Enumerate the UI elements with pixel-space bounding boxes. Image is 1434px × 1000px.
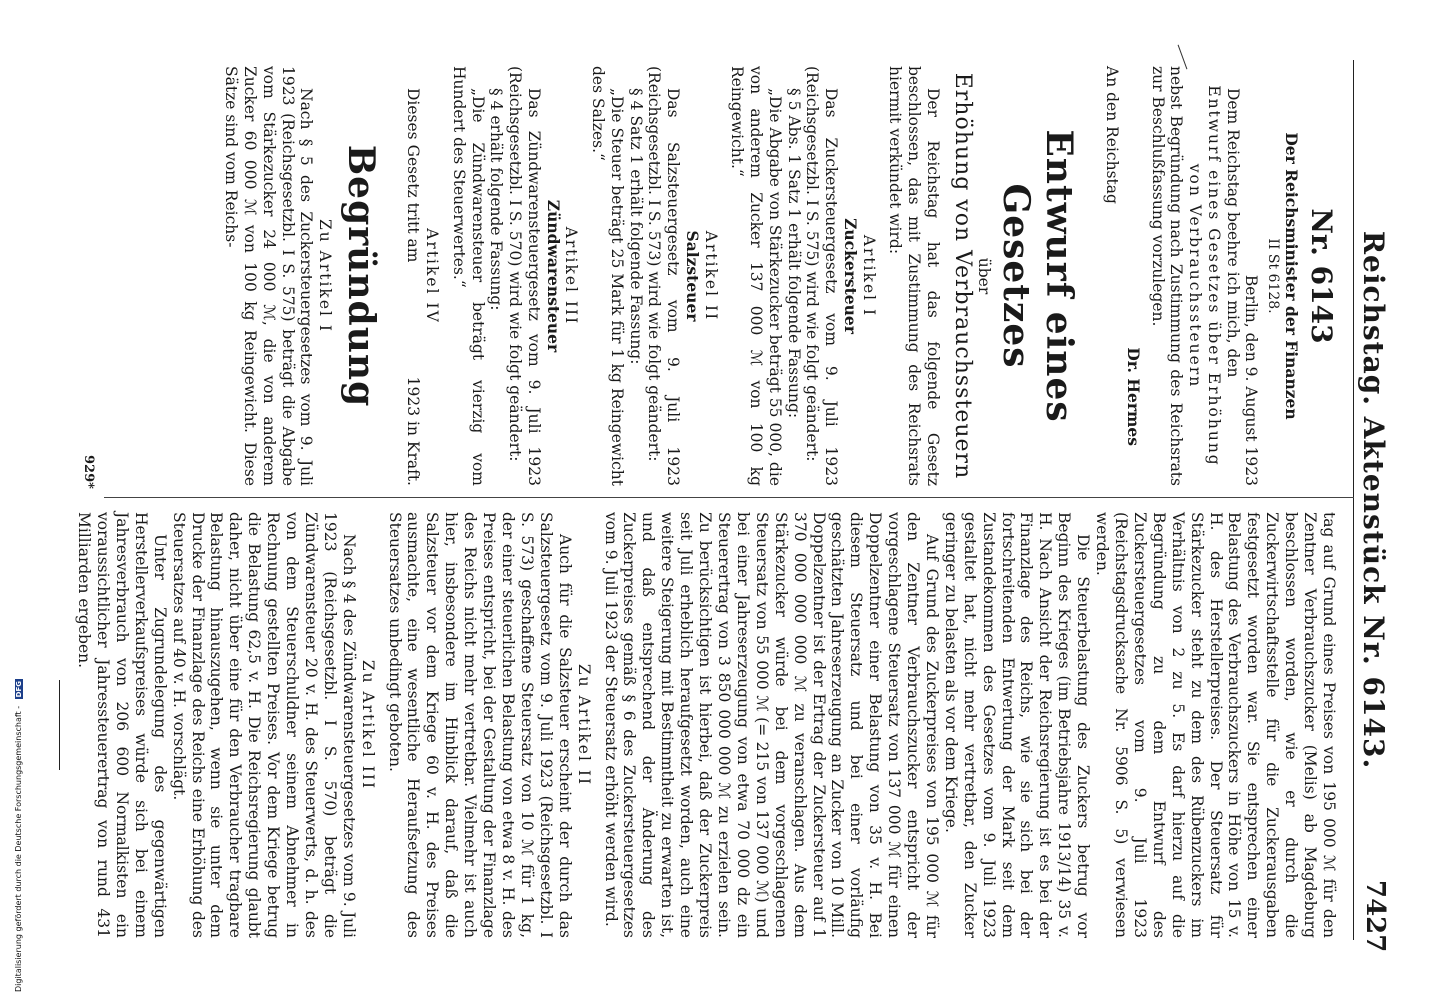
- column-divider: [104, 497, 1354, 498]
- end-rule: [59, 680, 60, 770]
- article-4-label: Artikel IV: [423, 228, 442, 324]
- addressee: An den Reichstag: [1103, 66, 1122, 204]
- left-column: [222, 66, 1338, 486]
- document-number: Nr. 6143: [1305, 208, 1338, 344]
- article-1-text: Das Zuckersteuergesetz vom 9. Juli 1923 (Reichsgesetzbl. I S. 575) wird wie folgt geändert:: [803, 66, 841, 486]
- zu-article-3-label: Zu Artikel III: [358, 659, 377, 791]
- dfg-logo: DFG: [15, 681, 23, 698]
- paragraph-4: Auch für die Salzsteuer erscheint der durch das Salzsteuergesetz vom 9. Juli 1923 (Reichsgesetzbl. I S. 573) geschaffene Steuersatz von 10 ℳ für 1 kg, der einer steuerlichen Belastung von etwa 8 v. H. des Preises entspricht, bei der Gestaltung der Finanzlage des Reichs nicht mehr vertretbar. Vielmehr ist auch hier, insbesondere im Hinblick darauf, daß die Salzsteuer vor dem Kriege 60 v. H. des Preises ausmachte, eine wesentliche Heraufsetzung des Steuersatzes unbedingt geboten.: [385, 512, 574, 938]
- draft-subject: Erhöhung von Verbrauchssteuern: [949, 72, 975, 480]
- article-1-para: § 5 Abs. 1 Satz 1 erhält folgende Fassung:: [784, 88, 803, 419]
- draft-title: Entwurf eines Gesetzes: [994, 129, 1081, 423]
- zu-article-1-label: Zu Artikel I: [316, 218, 335, 334]
- paragraph-2: Die Steuerbelastung des Zuckers betrug vor Beginn des Krieges (im Betriebsjahre 1913/14) 35 v. H. Nach Ansicht der Reichsregierung ist es bei der Finanzlage des Reichs, wie sie sich bei der fortschreitenden Entwertung der Mark seit dem Zustandekommen des Gesetzes vom 9. Juli 1923 gestaltet hat, nicht mehr vertretbar, den Zucker geringer zu belasten als vor dem Kriege.: [941, 512, 1093, 938]
- date-line: Berlin, den 9. August 1923: [1242, 274, 1261, 486]
- article-3-heading: Zündwarensteuer: [543, 199, 563, 353]
- paragraph-6: Unter Zugrundelegung des gegenwärtigen Herstellerverkaufspreises würde sich bei einem Jahresverbrauch von 206 600 Normalkisten ein voraussichtlicher Jahressteuerertrag von rund 431 Milliarden ergeben.: [75, 512, 169, 938]
- article-3-label: Artikel III: [562, 226, 581, 326]
- article-4-line: [404, 66, 423, 486]
- enactment-clause: Der Reichstag hat das folgende Gesetz beschlossen, das mit Zustimmung des Reichsrats hiermit verkündet wird:: [886, 66, 942, 486]
- intro-text: Dem Reichstag beehre ich mich, den: [1223, 88, 1242, 378]
- signature-mark: 929*: [81, 455, 96, 489]
- paragraph-1: tag auf Grund eines Preises von 195 000 ℳ für den Zentner Verbrauchszucker (Melis) ab Magdeburg beschlossen worden, wie er durch die Zuckerwirtschaftsstelle für die Zuckerausgaben festgesetzt worden war. Sie entsprechen einer Belastung des Verbrauchszuckers in Höhe von 15 v. H. des Herstellerpreises. Der Steuersatz für Stärkezucker steht zu dem des Rübenzuckers im Verhältnis von 2 zu 5. Es darf hierzu auf die Begründung zu dem Entwurf des Zuckersteuergesetzes vom 9. Juli 1923 (Reichstagsdrucksache Nr. 5906 S. 5) verwiesen werden.: [1093, 512, 1338, 938]
- sender: Der Reichsminister der Finanzen: [1282, 132, 1302, 420]
- article-2-label: Artikel II: [701, 230, 720, 322]
- article-3-text: Das Zündwarensteuergesetz vom 9. Juli 1923 (Reichsgesetzbl. I S. 570) wird wie folgt geändert:: [506, 66, 543, 486]
- intro-rest: nebst Begründung nach Zustimmung des Reichsrats zur Beschlußfassung vorzulegen.: [1148, 66, 1186, 486]
- page-number: 7427: [1360, 880, 1390, 953]
- article-1-heading: Zuckersteuer: [840, 218, 860, 334]
- signer: Dr. Hermes: [1123, 347, 1143, 446]
- intro-title: Entwurf eines Gesetzes über Erhöhung von Verbrauchssteuern: [1186, 85, 1223, 467]
- article-2-para: § 4 Satz 1 erhält folgende Fassung:: [626, 88, 645, 365]
- begruendung-heading: Begründung: [339, 144, 382, 408]
- header-rule: [1353, 60, 1354, 940]
- credit-text: Digitalisierung gefördert durch die Deutsche Forschungsgemeinschaft -: [14, 705, 23, 992]
- running-head: Reichstag. Aktenstück Nr. 6143.: [1357, 230, 1390, 770]
- article-4-left: Dieses Gesetz tritt am: [404, 88, 423, 263]
- zu-article-2-label: Zu Artikel II: [574, 663, 593, 787]
- zu-article-1-text: Nach § 5 des Zuckersteuergesetzes vom 9. Juli 1923 (Reichsgesetzbl. I S. 575) beträgt die Abgabe vom Stärkezucker 24 000 ℳ, die von anderem Zucker 60 000 ℳ von 100 kg Reingewicht. Diese Sätze sind vom Reichs-: [222, 66, 316, 486]
- article-1-label: Artikel I: [859, 234, 878, 318]
- article-2-text: Das Salzsteuergesetz vom 9. Juli 1923 (Reichsgesetzbl. I S. 573) wird wie folgt geändert:: [645, 66, 683, 486]
- article-1-quote: „Die Abgabe von Stärkezucker beträgt 55 000, die von anderem Zucker 137 000 ℳ von 100 kg Reingewicht.“: [728, 66, 784, 486]
- reference: II St 6128.: [1265, 238, 1282, 314]
- digitization-credit: [14, 679, 23, 992]
- article-4-right: 1923 in Kraft.: [404, 376, 423, 486]
- draft-ueber: über: [975, 257, 994, 295]
- article-3-para: § 4 erhält folgende Fassung:: [487, 88, 506, 311]
- article-3-quote: „Die Zündwarensteuer beträgt vierzig vom Hundert des Steuerwertes.“: [449, 66, 487, 486]
- article-2-quote: „Die Steuer beträgt 25 Mark für 1 kg Reingewicht des Salzes.“: [589, 66, 626, 486]
- right-column: [59, 512, 1338, 938]
- paragraph-3: Auf Grund des Zuckerpreises von 195 000 ℳ für den Zentner Verbrauchszucker entspricht der vorgeschlagene Steuersatz von 137 000 ℳ für einen Doppelzentner einer Belastung von 35 v. H. Bei diesem Steuersatz und bei einer vorläufig geschätzten Jahreserzeugung an Zucker von 10 Mill. Doppelzentner ist der Ertrag der Zuckersteuer auf 1 370 000 000 000 ℳ zu veranschlagen. Aus dem Stärkezucker würde bei dem vorgeschlagenen Steuersatz von 55 000 ℳ (= 215 von 137 000 ℳ) und bei einer Jahreserzeugung von etwa 70 000 dz ein Steuerertrag von 3 850 000 000 ℳ zu erzielen sein. Zu berücksichtigen ist hierbei, daß der Zuckerpreis seit Juli erheblich heraufgesetzt worden, auch eine weitere Steigerung mit Bestimmtheit zu erwarten ist, und daß entsprechend der Änderung des Zuckerpreises gemäß § 6 des Zuckersteuergesetzes vom 9. Juli 1923 der Steuersatz erhöht werden wird.: [601, 512, 941, 938]
- article-2-heading: Salzsteuer: [682, 230, 702, 322]
- paragraph-5: Nach § 4 des Zündwarensteuergesetzes vom 9. Juli 1923 (Reichsgesetzbl. I S. 570) beträgt die Zündwarensteuer 20 v. H. des Steuerwerts, d. h. des von dem Steuerschuldner seinem Abnehmer in Rechnung gestellten Preises. Vor dem Kriege betrug die Belastung 62,5 v. H. Die Reichsregierung glaubt daher, nicht über eine für den Verbraucher tragbare Belastung hinauszugehen, wenn sie unter dem Drucke der Finanzlage des Reichs eine Erhöhung des Steuersatzes auf 40 v. H. vorschlägt.: [169, 512, 358, 938]
